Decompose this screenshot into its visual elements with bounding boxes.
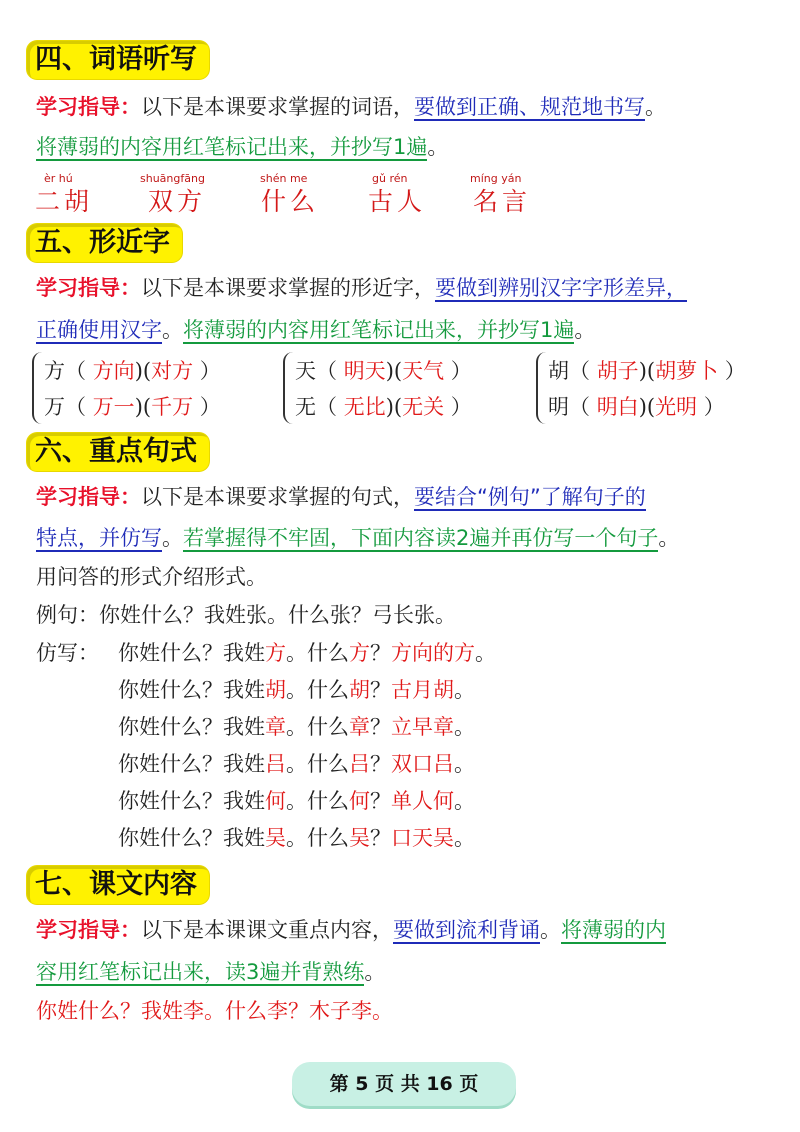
base-char: 胡 [548, 359, 569, 383]
example-sentence [36, 600, 456, 630]
sentence-text: 。什么 [286, 715, 349, 739]
guide-end: 。 [540, 918, 561, 942]
base-char: 明 [548, 395, 569, 419]
highlight-text: 古月胡 [391, 678, 454, 702]
example-word: 无关 [402, 395, 445, 419]
guide-blue-text: 要结合“例句”了解句子的 [414, 485, 646, 509]
section4-guide-line1 [36, 92, 666, 122]
sentence-text: ？ [370, 715, 391, 739]
guide-text: 以下是本课要求掌握的形近字， [141, 276, 435, 300]
sentence-text: ？ [370, 678, 391, 702]
sentence-text: ？ [370, 826, 391, 850]
example-word: 方向 [92, 359, 135, 383]
example-label: 例句： [36, 603, 99, 627]
example-text: 你姓什么？我姓张。什么张？弓长张。 [99, 603, 456, 627]
word-pinyin: shuāngfāng [140, 172, 205, 185]
imitation-label: 仿写： [36, 641, 99, 665]
sentence-text: 。什么 [286, 826, 349, 850]
similar-char-row: 胡（ 胡子)(胡萝卜 ） [548, 359, 746, 383]
base-char: 天 [295, 359, 316, 383]
highlight-text: 章 [265, 715, 286, 739]
guide-end: 。 [574, 318, 596, 342]
sentence-text: 。什么 [286, 752, 349, 776]
highlight-text: 方向的方 [391, 641, 475, 665]
base-char: 方 [44, 359, 65, 383]
imitation-sentence [118, 786, 475, 816]
similar-char-row: 天（ 明天)(天气 ） [295, 359, 472, 383]
highlight-text: 何 [265, 789, 286, 813]
sentence-text: 。 [454, 715, 475, 739]
guide-blue-text: 特点，并仿写 [36, 526, 162, 550]
imitation-sentence [118, 638, 496, 668]
guide-label: 学习指导： [36, 918, 141, 942]
sentence-text: 。什么 [286, 789, 349, 813]
guide-end: 。 [162, 318, 183, 342]
highlight-text: 吴 [265, 826, 286, 850]
section5-guide-line2 [36, 315, 595, 345]
example-word: 天气 [402, 359, 445, 383]
section-heading-7: 七、课文内容 [27, 866, 209, 904]
sentence-text: 。 [454, 789, 475, 813]
example-word: 对方 [151, 359, 194, 383]
word-hanzi: 名言 [473, 187, 532, 216]
guide-label: 学习指导： [36, 485, 141, 509]
brace [32, 352, 44, 424]
section5-guide-line1 [36, 273, 687, 303]
guide-text: 以下是本课要求掌握的词语， [141, 95, 414, 119]
sentence-text: 你姓什么？我姓 [118, 641, 265, 665]
sentence-text: ？ [370, 789, 391, 813]
guide-text: 以下是本课要求掌握的句式， [141, 485, 414, 509]
brace [536, 352, 548, 424]
example-word: 光明 [655, 395, 698, 419]
word-hanzi: 双方 [148, 187, 207, 216]
word-hanzi: 什么 [261, 187, 320, 216]
guide-end: 。 [645, 95, 666, 119]
sentence-text: 。 [475, 641, 496, 665]
guide-green-text: 将薄弱的内 [561, 918, 666, 942]
guide-text: 以下是本课课文重点内容， [141, 918, 393, 942]
example-word: 千万 [151, 395, 194, 419]
highlight-text: 胡 [349, 678, 370, 702]
word-pinyin: shén me [260, 172, 308, 185]
highlight-text: 立早章 [391, 715, 454, 739]
word-pinyin: míng yán [470, 172, 522, 185]
text-content: 你姓什么？我姓李。什么李？木子李。 [36, 999, 393, 1023]
sentence-text: 你姓什么？我姓 [118, 826, 265, 850]
base-char: 无 [295, 395, 316, 419]
guide-blue-text: 要做到辨别汉字字形差异， [435, 276, 687, 300]
similar-char-row: 明（ 明白)(光明 ） [548, 395, 725, 419]
sentence-text: 你姓什么？我姓 [118, 789, 265, 813]
highlight-text: 胡 [265, 678, 286, 702]
guide-end: 。 [364, 960, 386, 984]
section6-guide-line1 [36, 482, 646, 512]
guide-blue-text: 要做到流利背诵 [393, 918, 540, 942]
example-word: 明天 [343, 359, 386, 383]
word-pinyin: gǔ rén [372, 172, 408, 185]
guide-green-text: 容用红笔标记出来，读3遍并背熟练 [36, 960, 365, 984]
highlight-text: 方 [265, 641, 286, 665]
similar-char-row: 方（ 方向)(对方 ） [44, 359, 221, 383]
highlight-text: 何 [349, 789, 370, 813]
guide-label: 学习指导： [36, 276, 141, 300]
imitation-sentence [118, 712, 475, 742]
sentence-text: ？ [370, 641, 391, 665]
word-hanzi: 古人 [368, 187, 427, 216]
guide-green-text: 将薄弱的内容用红笔标记出来，并抄写1遍 [183, 318, 575, 342]
guide-label: 学习指导： [36, 95, 141, 119]
guide-green-text: 若掌握得不牢固，下面内容读2遍并再仿写一个句子 [183, 526, 659, 550]
sentence-text: 。 [454, 678, 475, 702]
example-word: 无比 [343, 395, 386, 419]
sentence-text: 。什么 [286, 678, 349, 702]
base-char: 万 [44, 395, 65, 419]
example-word: 明白 [596, 395, 639, 419]
guide-blue-text: 要做到正确、规范地书写 [414, 95, 645, 119]
section7-guide-line2 [36, 957, 385, 987]
page-indicator: 第 5 页 共 16 页 [292, 1062, 516, 1106]
section6-guide-line2 [36, 523, 679, 553]
imitation-sentence [118, 749, 475, 779]
section7-guide-line1 [36, 915, 666, 945]
sentence-text: 。 [454, 752, 475, 776]
guide-green-text: 将薄弱的内容用红笔标记出来，并抄写1遍 [36, 135, 428, 159]
section4-guide-line2 [36, 132, 448, 162]
sentence-text: 。什么 [286, 641, 349, 665]
sentence-text: 你姓什么？我姓 [118, 678, 265, 702]
sentence-text: 你姓什么？我姓 [118, 715, 265, 739]
highlight-text: 吕 [265, 752, 286, 776]
example-word: 胡萝卜 [655, 359, 719, 383]
example-word: 胡子 [596, 359, 639, 383]
highlight-text: 方 [349, 641, 370, 665]
highlight-text: 口天吴 [391, 826, 454, 850]
highlight-text: 双口吕 [391, 752, 454, 776]
sentence-intro: 用问答的形式介绍形式。 [36, 565, 267, 589]
guide-end: 。 [427, 135, 449, 159]
brace [283, 352, 295, 424]
imitation-sentence [118, 823, 475, 853]
word-hanzi: 二胡 [35, 187, 94, 216]
section-heading-5: 五、形近字 [27, 224, 182, 262]
example-word: 万一 [92, 395, 135, 419]
word-pinyin: èr hú [44, 172, 73, 185]
sentence-text: ？ [370, 752, 391, 776]
similar-char-row: 无（ 无比)(无关 ） [295, 395, 472, 419]
highlight-text: 吴 [349, 826, 370, 850]
sentence-text: 。 [454, 826, 475, 850]
sentence-text: 你姓什么？我姓 [118, 752, 265, 776]
highlight-text: 章 [349, 715, 370, 739]
imitation-sentence [118, 675, 475, 705]
guide-blue-text: 正确使用汉字 [36, 318, 162, 342]
highlight-text: 吕 [349, 752, 370, 776]
similar-char-row: 万（ 万一)(千万 ） [44, 395, 221, 419]
highlight-text: 单人何 [391, 789, 454, 813]
guide-end: 。 [658, 526, 680, 550]
guide-end: 。 [162, 526, 183, 550]
section-heading-4: 四、词语听写 [27, 41, 209, 79]
section-heading-6: 六、重点句式 [27, 433, 209, 471]
